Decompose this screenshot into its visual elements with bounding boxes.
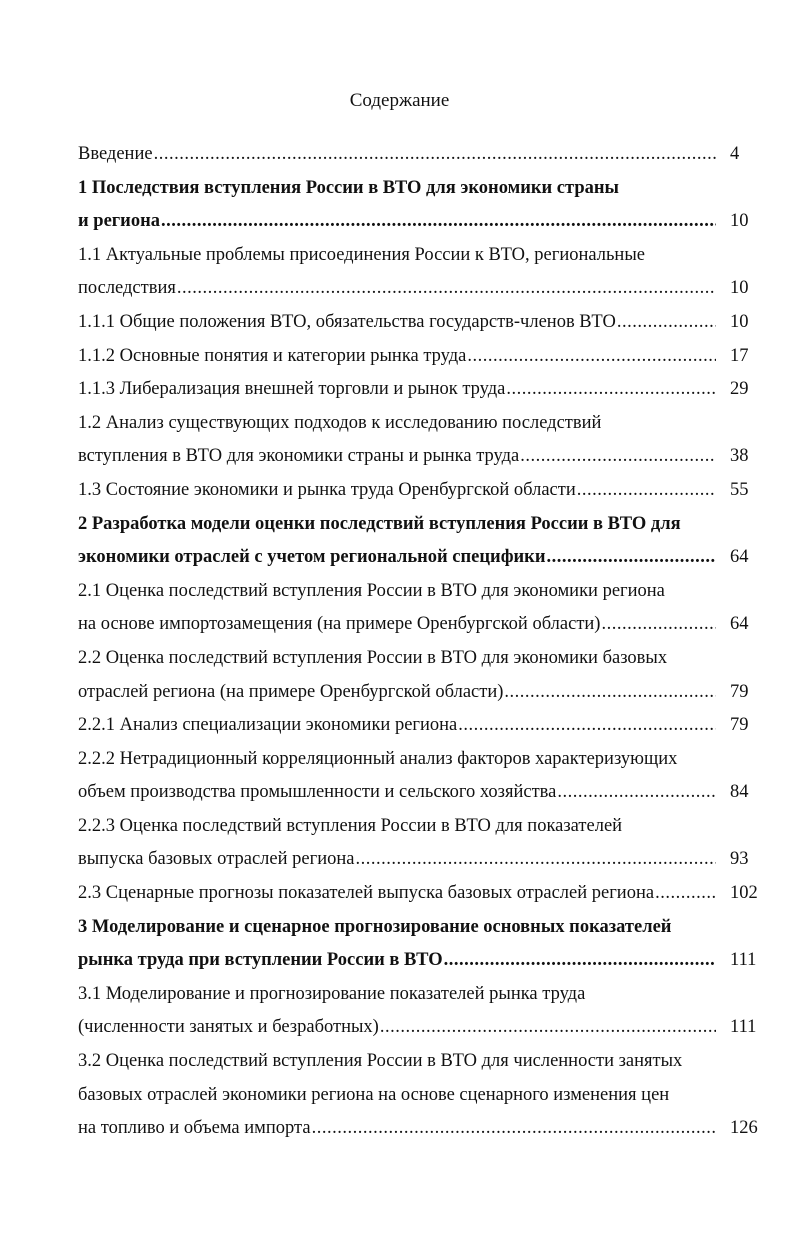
toc-entry-text: экономики отраслей с учетом региональной специфики: [78, 547, 546, 568]
toc-entry: [78, 239, 768, 306]
toc-page-number: 111: [730, 1017, 757, 1038]
page-title: Содержание: [349, 90, 450, 111]
toc-entry: [78, 1045, 768, 1146]
toc-entry-line: [78, 911, 768, 945]
dot-leader: [557, 776, 716, 810]
toc-entry-line: [78, 1045, 768, 1079]
toc-entry-line: [78, 676, 768, 710]
toc-page-number: 10: [730, 211, 749, 232]
toc-entry-text: 2.2.2 Нетрадиционный корреляционный анализ факторов характеризующих: [78, 748, 678, 769]
dot-leader: [617, 306, 716, 340]
dot-leader: [355, 843, 716, 877]
dot-leader: [444, 944, 716, 978]
toc-entry-text: объем производства промышленности и сельского хозяйства: [78, 782, 557, 803]
dot-leader: [655, 877, 716, 911]
dot-leader: [177, 272, 716, 306]
dot-leader: [520, 440, 716, 474]
toc-entry: [78, 407, 768, 474]
toc-entry-line: [78, 272, 768, 306]
toc-entry-line: [78, 575, 768, 609]
toc-entry-text: 2 Разработка модели оценки последствий вступления России в ВТО для: [78, 513, 681, 534]
toc-entry-line: [78, 1079, 768, 1113]
toc-entry: [78, 575, 768, 642]
toc-entry-text: 2.2.1 Анализ специализации экономики региона: [78, 715, 458, 736]
toc-entry-line: [78, 340, 768, 374]
toc-entry: [78, 172, 768, 239]
toc-entry-line: [78, 743, 768, 777]
toc-entry-line: [78, 508, 768, 542]
toc-entry-text: выпуска базовых отраслей региона: [78, 849, 355, 870]
toc-entry-text: 1.1 Актуальные проблемы присоединения России к ВТО, региональные: [78, 244, 645, 265]
toc-entry-line: [78, 1011, 768, 1045]
dot-leader: [601, 608, 716, 642]
toc-entry: [78, 911, 768, 978]
toc-entry: [78, 877, 768, 911]
toc-page-number: 79: [730, 715, 749, 736]
toc-entry-text: 1 Последствия вступления России в ВТО для экономики страны: [78, 177, 619, 198]
dot-leader: [504, 676, 716, 710]
toc-entry-text: 3 Моделирование и сценарное прогнозирование основных показателей: [78, 916, 672, 937]
toc-entry-text: 2.3 Сценарные прогнозы показателей выпуска базовых отраслей региона: [78, 883, 655, 904]
toc-entry-line: [78, 239, 768, 273]
toc-entry-line: [78, 642, 768, 676]
toc-entry-line: [78, 407, 768, 441]
toc-entry-text: на основе импортозамещения (на примере Оренбургской области): [78, 614, 601, 635]
toc-page-number: 64: [730, 614, 749, 635]
toc-entry: [78, 138, 768, 172]
toc-page-number: 4: [730, 144, 740, 164]
toc-entry: [78, 306, 768, 340]
toc-entry-line: [78, 138, 768, 172]
toc-page-number: 10: [730, 311, 749, 332]
toc-page-number: 102: [730, 883, 758, 904]
toc-entry-line: [78, 877, 768, 911]
toc-entry-line: [78, 810, 768, 844]
toc-entry-line: [78, 373, 768, 407]
toc-entry: [78, 743, 768, 810]
dot-leader: [312, 1112, 716, 1146]
toc-entry-text: базовых отраслей экономики региона на основе сценарного изменения цен: [78, 1084, 670, 1105]
toc-page-number: 84: [730, 782, 749, 803]
toc-page-number: 55: [730, 479, 749, 500]
toc-page-number: 29: [730, 379, 749, 400]
toc-entry-line: [78, 440, 768, 474]
toc-entry-text: на топливо и объема импорта: [78, 1118, 311, 1139]
toc-entry-line: [78, 541, 768, 575]
toc-entry-text: 2.2 Оценка последствий вступления России в ВТО для экономики базовых: [78, 647, 668, 668]
toc-entry-text: 2.1 Оценка последствий вступления России в ВТО для экономики региона: [78, 580, 665, 601]
toc-entry: [78, 508, 768, 575]
dot-leader: [467, 340, 716, 374]
toc-page-number: 79: [730, 681, 749, 702]
toc-entry-text: 1.1.2 Основные понятия и категории рынка труда: [78, 345, 467, 366]
toc-entry-text: 1.3 Состояние экономики и рынка труда Оренбургской области: [78, 479, 576, 500]
table-of-contents: [78, 138, 768, 1146]
toc-entry-text: отраслей региона (на примере Оренбургской области): [78, 681, 504, 702]
toc-entry-text: и региона: [78, 211, 161, 232]
toc-page-number: 111: [730, 950, 757, 971]
toc-entry-text: вступления в ВТО для экономики страны и рынка труда: [78, 446, 520, 467]
toc-entry-text: Введение: [78, 144, 153, 164]
toc-entry-line: [78, 306, 768, 340]
toc-page-number: 10: [730, 278, 749, 299]
dot-leader: [506, 373, 716, 407]
toc-entry-text: последствия: [78, 278, 176, 299]
toc-entry-text: 3.1 Моделирование и прогнозирование показателей рынка труда: [78, 983, 586, 1004]
toc-entry: [78, 642, 768, 709]
toc-page-number: 93: [730, 849, 749, 870]
toc-page-number: 64: [730, 547, 749, 568]
toc-entry: [78, 810, 768, 877]
toc-entry-line: [78, 944, 768, 978]
dot-leader: [577, 474, 716, 508]
toc-entry-text: (численности занятых и безработных): [78, 1017, 379, 1038]
toc-entry-line: [78, 843, 768, 877]
dot-leader: [154, 138, 716, 172]
toc-entry-line: [78, 1112, 768, 1146]
toc-entry-line: [78, 474, 768, 508]
toc-entry-line: [78, 205, 768, 239]
toc-entry-text: 1.1.3 Либерализация внешней торговли и рынок труда: [78, 379, 506, 400]
dot-leader: [458, 709, 716, 743]
toc-entry-line: [78, 776, 768, 810]
toc-entry-text: 1.2 Анализ существующих подходов к исследованию последствий: [78, 412, 602, 433]
toc-entry-line: [78, 608, 768, 642]
toc-entry-text: 1.1.1 Общие положения ВТО, обязательства государств-членов ВТО: [78, 311, 616, 332]
toc-page-number: 17: [730, 345, 749, 366]
toc-entry: [78, 340, 768, 374]
toc-entry-text: рынка труда при вступлении России в ВТО: [78, 950, 443, 971]
toc-entry: [78, 978, 768, 1045]
toc-entry-line: [78, 172, 768, 206]
toc-entry-line: [78, 978, 768, 1012]
toc-entry-text: 2.2.3 Оценка последствий вступления России в ВТО для показателей: [78, 815, 623, 836]
dot-leader: [380, 1011, 716, 1045]
toc-entry-line: [78, 709, 768, 743]
toc-page-number: 38: [730, 446, 749, 467]
dot-leader: [546, 541, 716, 575]
toc-page-number: 126: [730, 1118, 758, 1139]
toc-entry-text: 3.2 Оценка последствий вступления России в ВТО для численности занятых: [78, 1051, 683, 1072]
dot-leader: [161, 205, 716, 239]
toc-entry: [78, 709, 768, 743]
toc-entry: [78, 373, 768, 407]
toc-entry: [78, 474, 768, 508]
